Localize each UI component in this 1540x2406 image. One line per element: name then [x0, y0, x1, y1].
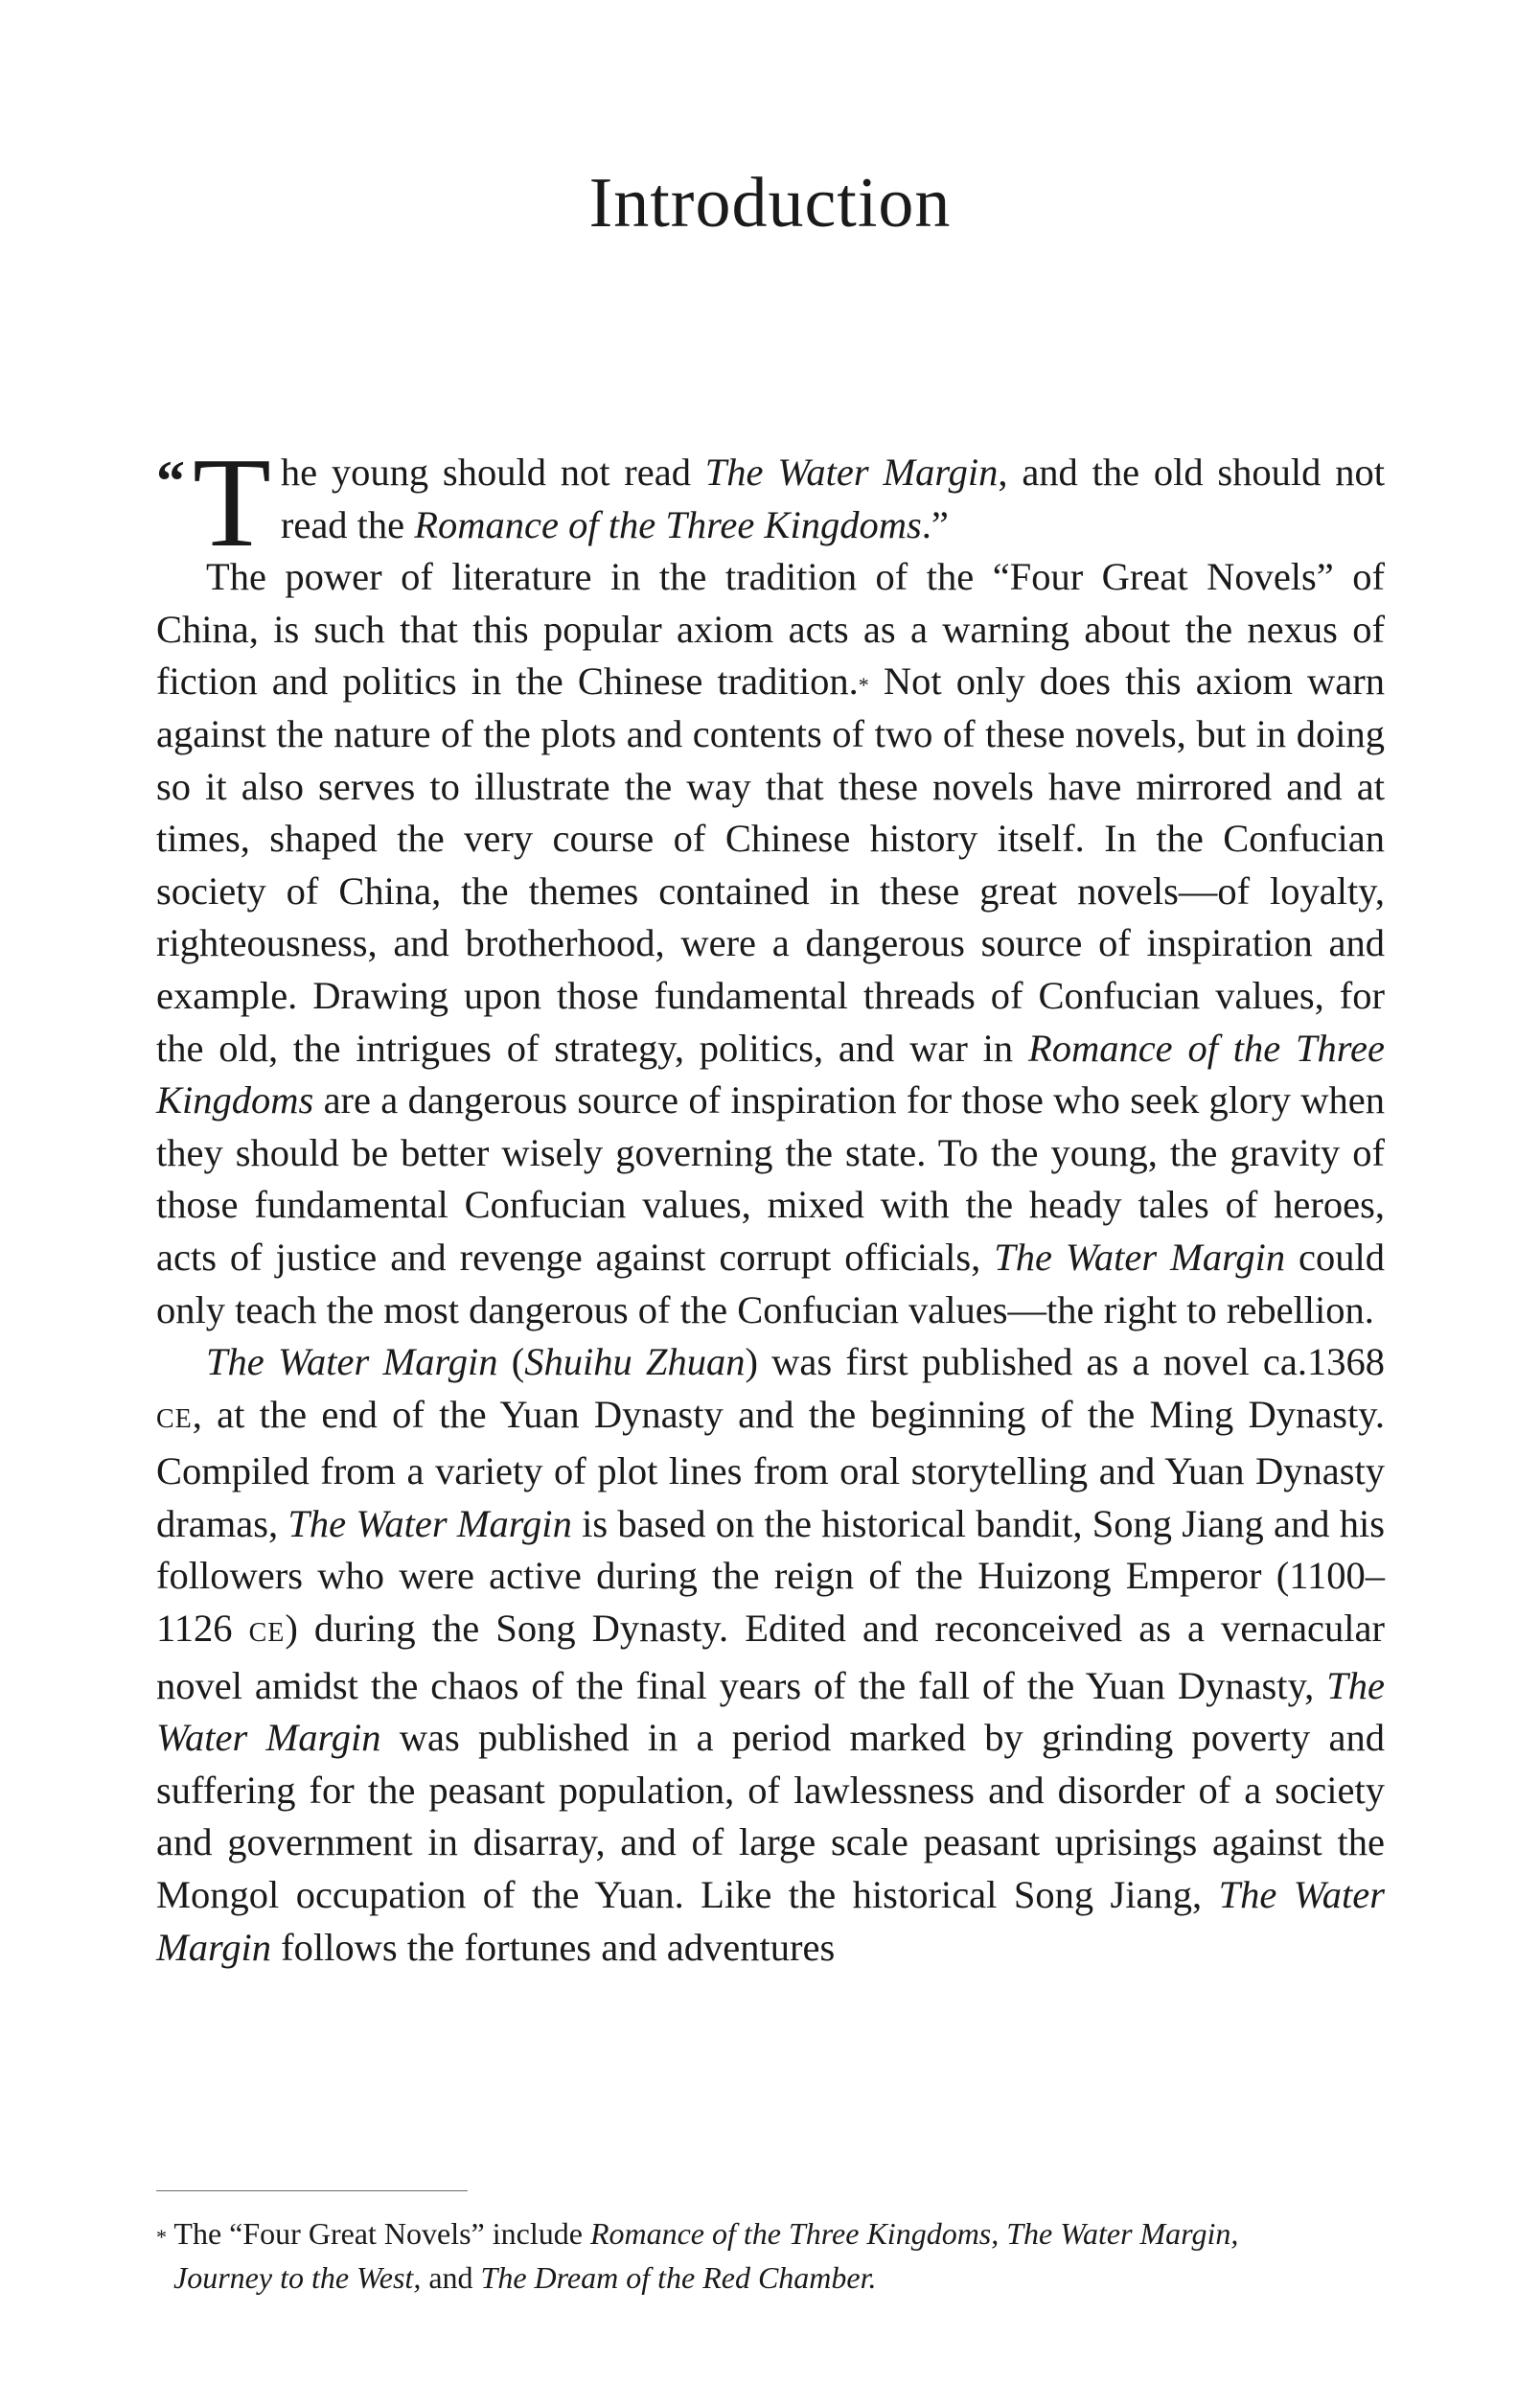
- footnote-mark: *: [156, 2225, 167, 2249]
- book-title-italic: Romance of the Three Kingdoms, The Water Margin,: [589, 2216, 1239, 2251]
- text-run: Not only does this axiom warn against the nature of the plots and contents of two of these novels, but in doing so it also serves to illustrate the way that these novels have mirrored and at times, shaped the very course of Chinese history itself. In the Confucian society of China, the themes contained in these great novels—of loyalty, righteousness, and brotherhood, were a dangerous source of inspiration and example. Drawing upon those fundamental threads of Confucian values, for the old, the intrigues of strategy, politics, and war in: [156, 659, 1385, 1070]
- text-run: could only teach the most dangerous of the Confucian values—the right to rebellion.: [156, 1235, 1385, 1331]
- opening-quote-mark: “: [156, 450, 185, 513]
- book-title-italic: The Dream of the Red Chamber.: [480, 2260, 877, 2295]
- book-title-italic: Shuihu Zhuan: [524, 1340, 746, 1384]
- book-title-italic: The Water Margin: [206, 1340, 498, 1384]
- chapter-title: Introduction: [588, 164, 952, 243]
- text-run: is based on the historical bandit, Song Jiang and his followers who were active during the reign of the Huizong Emperor (1100–1126: [156, 1501, 1386, 1651]
- text-run: are a dangerous source of inspiration for those who seek glory when they should be better wisely governing the state. To the young, the gravity of those fundamental Confucian values, mixed with the heady tales of heroes, acts of justice and revenge against corrupt officials,: [156, 1078, 1385, 1279]
- text-run: ) during the Song Dynasty. Edited and reconceived as a vernacular novel amidst the chaos of the final years of the fall of the Yuan Dynasty,: [156, 1607, 1385, 1707]
- book-title-italic: The Water Margin: [994, 1235, 1286, 1279]
- text-run: , at the end of the Yuan Dynasty and the beginning of the Ming Dynasty. Compiled from a variety of plot lines from oral storytelling and Yuan Dynasty dramas,: [156, 1392, 1385, 1545]
- footnote-line: [156, 2211, 1385, 2256]
- text-run: ) was first published as a novel ca.1368: [745, 1340, 1385, 1384]
- book-title-italic: The Water Margin: [156, 1873, 1385, 1969]
- footnote-divider: [156, 2190, 468, 2191]
- text-run: The “Four Great Novels” include: [167, 2216, 590, 2251]
- footnote: [156, 2211, 1385, 2300]
- footnote-reference-mark: *: [858, 673, 869, 698]
- text-run: follows the fortunes and adventures: [271, 1925, 836, 1969]
- era-small-caps: CE: [248, 1618, 286, 1649]
- body-text: [156, 431, 1386, 1974]
- text-run: .”: [921, 502, 949, 546]
- text-run: , and the old should not read the: [280, 451, 1385, 546]
- book-title-italic: Romance of the Three Kingdoms: [156, 1026, 1385, 1122]
- text-run: (: [497, 1340, 525, 1384]
- footnote-line: [156, 2256, 1385, 2300]
- drop-cap-block: [156, 431, 271, 573]
- paragraph-two: [156, 551, 1385, 1336]
- text-run: The power of literature in the tradition of the “Four Great Novels” of China, is such that this popular axiom acts as a warning about the nexus of fiction and politics in the Chinese tradition.: [156, 555, 1385, 704]
- text-run: he young should not read: [280, 451, 705, 494]
- book-title-italic: The Water Margin: [704, 451, 999, 494]
- paragraph-three: [156, 1336, 1385, 1974]
- drop-cap-letter: T: [193, 431, 271, 573]
- book-title-italic: The Water Margin: [287, 1501, 572, 1545]
- text-run: and: [421, 2260, 481, 2295]
- opening-paragraph: [156, 431, 1385, 573]
- text-run: was published in a period marked by grinding poverty and suffering for the peasant population, of lawlessness and disorder of a society and government in disarray, and of large scale peasant uprisings against the Mongol occupation of the Yuan. Like the historical Song Jiang,: [156, 1716, 1385, 1917]
- book-title-italic: Romance of the Three Kingdoms: [414, 502, 922, 546]
- era-small-caps: CE: [156, 1403, 193, 1434]
- book-title-italic: The Water Margin: [156, 1663, 1385, 1760]
- book-title-italic: Journey to the West,: [173, 2260, 422, 2295]
